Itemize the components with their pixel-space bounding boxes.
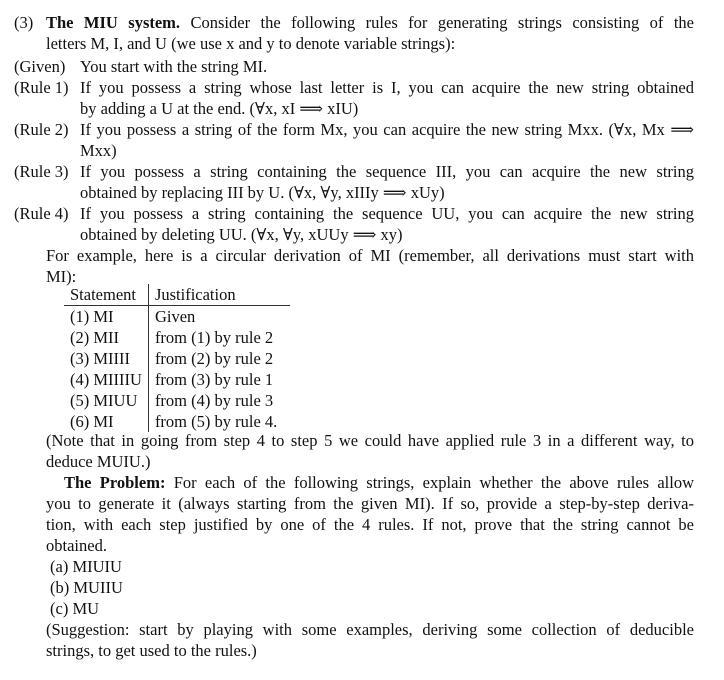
table-row <box>64 369 290 390</box>
table-row <box>64 411 290 432</box>
justification-cell: from (4) by rule 3 <box>154 391 274 410</box>
justification-cell: from (3) by rule 1 <box>154 370 274 389</box>
rule-text: If you possess a string containing the sequence III, you can acquire the new string <box>80 162 694 181</box>
intro-line-1 <box>46 12 694 33</box>
rule-text: You start with the string MI. <box>80 57 268 76</box>
rule-label: (Rule 2) <box>14 120 69 139</box>
rule-2 <box>14 119 694 161</box>
rule-text: obtained by replacing III by U. (∀x, ∀y, xIIIy ⟹ xUy) <box>80 183 445 202</box>
problem-number: (3) <box>14 13 34 32</box>
rule-given <box>14 56 694 77</box>
rule-label: (Rule 4) <box>14 204 69 223</box>
problem-line-1 <box>46 472 694 493</box>
statement-cell: (4) MIIIIU <box>64 369 148 390</box>
suggestion-paragraph <box>46 619 694 661</box>
intro-title: The MIU system. <box>46 13 181 32</box>
note-paragraph <box>46 430 694 472</box>
rule-text: by adding a U at the end. (∀x, xI ⟹ xIU) <box>80 99 359 118</box>
rule-1 <box>14 77 694 119</box>
rule-label: (Given) <box>14 57 66 76</box>
list-item: (b) MUIIU <box>50 578 123 597</box>
intro-paragraph <box>14 12 694 54</box>
rule-text: obtained by deleting UU. (∀x, ∀y, xUUy ⟹ xy) <box>80 225 403 244</box>
table-row <box>64 306 290 328</box>
statement-cell: (3) MIIII <box>64 348 148 369</box>
list-item: (a) MIUIU <box>50 557 122 576</box>
example-paragraph <box>46 245 694 287</box>
statement-cell: (6) MI <box>64 411 148 432</box>
note-line-1: (Note that in going from step 4 to step 5 we could have applied rule 3 in a different way, to <box>46 431 694 450</box>
column-header-justification: Justification <box>148 284 289 306</box>
intro-line-2: letters M, I, and U (we use x and y to denote variable strings): <box>46 34 456 53</box>
problem-line-3: tion, with each step justified by one of the 4 rules. If not, prove that the string cannot be <box>46 515 694 534</box>
justification-cell: from (1) by rule 2 <box>154 328 274 347</box>
note-line-2: deduce MUIU.) <box>46 452 151 471</box>
statement-cell: (1) MI <box>64 306 148 328</box>
rule-4 <box>14 203 694 245</box>
statement-cell: (5) MIUU <box>64 390 148 411</box>
suggestion-line-2: strings, to get used to the rules.) <box>46 641 257 660</box>
suggestion-line-1: (Suggestion: start by playing with some examples, deriving some collection of deducible <box>46 620 694 639</box>
rule-3 <box>14 161 694 203</box>
derivation-table <box>64 284 290 432</box>
table-row <box>64 327 290 348</box>
justification-cell: from (2) by rule 2 <box>154 349 274 368</box>
intro-line-1-text: Consider the following rules for generating strings consisting of the <box>190 13 695 32</box>
rule-text: If you possess a string whose last letter is I, you can acquire the new string obtained <box>80 78 694 97</box>
problem-title: The Problem: <box>64 473 166 492</box>
table-header-row <box>64 284 290 306</box>
statement-cell: (2) MII <box>64 327 148 348</box>
justification-cell: from (5) by rule 4. <box>154 412 278 431</box>
rule-text: Mxx) <box>80 141 117 160</box>
table-row <box>64 348 290 369</box>
rule-text: If you possess a string of the form Mx, you can acquire the new string Mxx. (∀x, Mx ⟹ <box>80 120 694 139</box>
rule-label: (Rule 3) <box>14 162 69 181</box>
example-line-1: For example, here is a circular derivation of MI (remember, all derivations must start with <box>46 246 694 265</box>
problem-paragraph <box>46 472 694 556</box>
table-row <box>64 390 290 411</box>
rule-text: If you possess a string containing the sequence UU, you can acquire the new string <box>80 204 694 223</box>
rule-label: (Rule 1) <box>14 78 69 97</box>
list-item: (c) MU <box>50 599 100 618</box>
justification-cell: Given <box>154 307 196 326</box>
problem-line-4: obtained. <box>46 536 107 555</box>
column-header-statement: Statement <box>64 284 148 306</box>
problem-line-1-text: For each of the following strings, explain whether the above rules allow <box>173 473 694 492</box>
example-line-2: MI): <box>46 267 77 286</box>
problem-line-2: you to generate it (always starting from the given MI). If so, provide a step-by-step deriva- <box>46 494 694 513</box>
